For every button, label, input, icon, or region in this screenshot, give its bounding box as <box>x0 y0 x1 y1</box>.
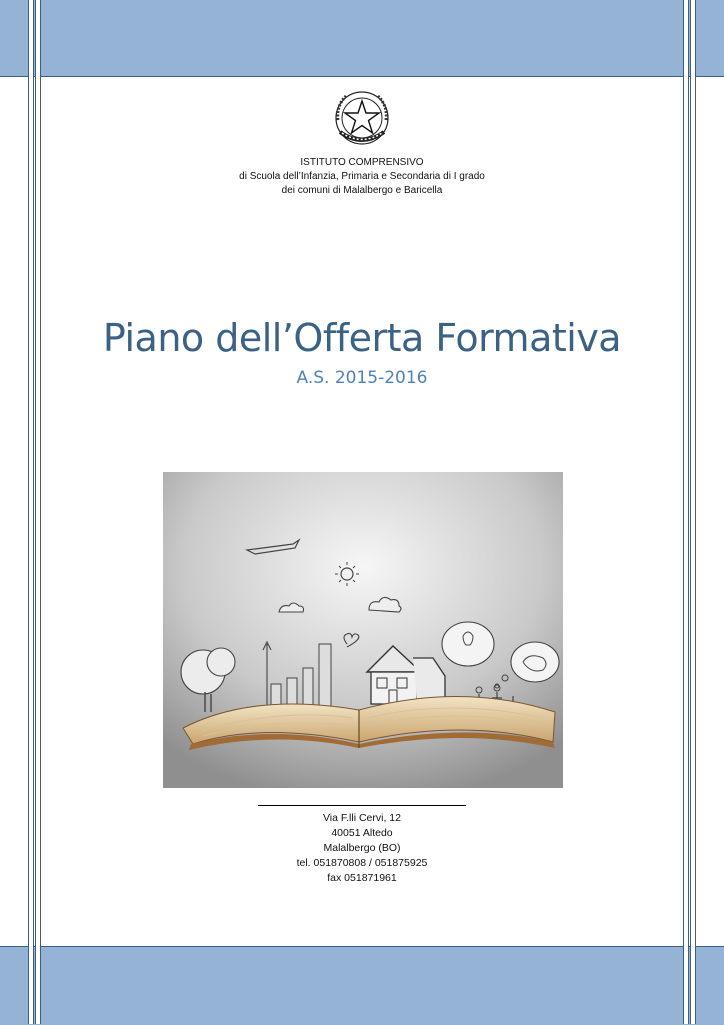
separator-rule <box>258 805 466 806</box>
header-line-1: ISTITUTO COMPRENSIVO <box>300 157 424 168</box>
school-header <box>0 156 724 198</box>
header-line-3: dei comuni di Malalbergo e Baricella <box>281 185 443 196</box>
address-city: 40051 Altedo <box>331 827 393 839</box>
document-subtitle: A.S. 2015-2016 <box>296 368 428 388</box>
italian-republic-emblem-icon <box>330 86 394 150</box>
header-line-2: di Scuola dell’Infanzia, Primaria e Secondaria di I grado <box>239 171 485 182</box>
address-street: Via F.lli Cervi, 12 <box>322 812 401 824</box>
open-book-with-sketches-image <box>163 472 563 788</box>
contact-address <box>0 811 724 886</box>
address-fax: fax 051871961 <box>327 872 397 884</box>
address-municipality: Malalbergo (BO) <box>323 842 401 854</box>
document-title: Piano dell’Offerta Formativa <box>102 316 622 360</box>
address-phone: tel. 051870808 / 051875925 <box>296 857 428 869</box>
